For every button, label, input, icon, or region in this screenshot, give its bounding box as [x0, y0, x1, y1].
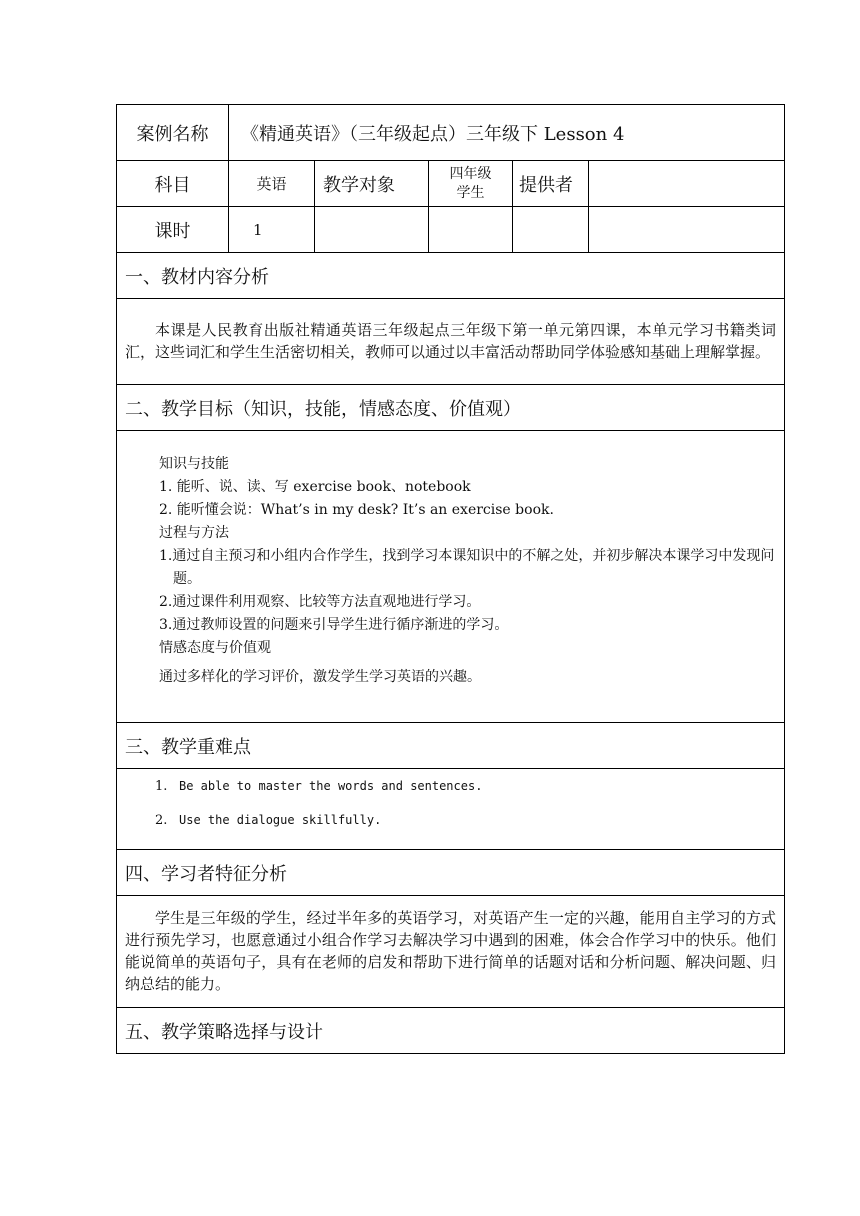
- goal-item: 2. 能听懂会说：What’s in my desk? It’s an exercise book.: [159, 502, 554, 518]
- case-name-label: 案例名称: [117, 105, 229, 161]
- section-5-title: 五、教学策略选择与设计: [117, 1008, 785, 1054]
- provider-label: 提供者: [513, 161, 589, 207]
- period-value: 1: [229, 207, 315, 253]
- goal-item: 通过多样化的学习评价，激发学生学习英语的兴趣。: [159, 669, 481, 685]
- list-item: [155, 809, 776, 843]
- subject-row: [117, 161, 785, 207]
- goal-item: 1.通过自主预习和小组内合作学生，找到学习本课知识中的不解之处，并初步解决本课学习中发现问题。: [159, 548, 775, 587]
- empty-cell-4: [589, 207, 785, 253]
- audience-value: [429, 161, 513, 207]
- goal-heading-knowledge: 知识与技能: [159, 456, 229, 472]
- section-3-body: [117, 769, 785, 850]
- goal-heading-process: 过程与方法: [159, 525, 229, 541]
- empty-cell-1: [315, 207, 429, 253]
- case-name-row: [117, 105, 785, 161]
- case-name-value: 《精通英语》（三年级起点）三年级下 Lesson 4: [229, 105, 785, 161]
- section-4-body: [117, 896, 785, 1008]
- section-2-body: [117, 431, 785, 723]
- list-text: Use the dialogue skillfully.: [179, 813, 382, 827]
- section-5-header: [117, 1008, 785, 1054]
- section-2-title: 二、教学目标（知识，技能，情感态度、价值观）: [117, 385, 785, 431]
- section-4-title: 四、学习者特征分析: [117, 850, 785, 896]
- section-2-goals: [117, 431, 785, 723]
- section-3-title: 三、教学重难点: [117, 723, 785, 769]
- audience-label: 教学对象: [315, 161, 429, 207]
- section-1-text: 本课是人民教育出版社精通英语三年级起点三年级下第一单元第四课，本单元学习书籍类词汇，这些词汇和学生生活密切相关，教师可以通过以丰富活动帮助同学体验感知基础上理解掌握。: [117, 299, 785, 385]
- list-text: Be able to master the words and sentences.: [179, 779, 483, 793]
- lesson-plan-table: [116, 104, 785, 1054]
- section-1-body: [117, 299, 785, 385]
- section-3-list: [117, 769, 785, 850]
- subject-value: 英语: [229, 161, 315, 207]
- section-1-header: [117, 253, 785, 299]
- section-1-title: 一、教材内容分析: [117, 253, 785, 299]
- provider-value: [589, 161, 785, 207]
- section-3-header: [117, 723, 785, 769]
- section-2-header: [117, 385, 785, 431]
- goal-item: 2.通过课件利用观察、比较等方法直观地进行学习。: [159, 594, 481, 610]
- list-number: 1.: [155, 779, 168, 794]
- empty-cell-3: [513, 207, 589, 253]
- subject-label: 科目: [117, 161, 229, 207]
- section-4-text: 学生是三年级的学生，经过半年多的英语学习，对英语产生一定的兴趣，能用自主学习的方式进行预先学习，也愿意通过小组合作学习去解决学习中遇到的困难，体会合作学习中的快乐。他们能说简单的英语句子，具有在老师的启发和帮助下进行简单的话题对话和分析问题、解决问题、归纳总结的能力。: [117, 896, 785, 1008]
- goal-heading-attitude: 情感态度与价值观: [159, 640, 271, 656]
- list-item: [155, 775, 776, 809]
- goal-item: 3.通过教师设置的问题来引导学生进行循序渐进的学习。: [159, 617, 509, 633]
- list-number: 2.: [155, 813, 168, 828]
- audience-value-line1: 四年级: [449, 165, 492, 182]
- period-label: 课时: [117, 207, 229, 253]
- period-row: [117, 207, 785, 253]
- goal-item: 1. 能听、说、读、写 exercise book、notebook: [159, 479, 471, 495]
- section-4-header: [117, 850, 785, 896]
- audience-value-line2: 学生: [456, 184, 485, 201]
- empty-cell-2: [429, 207, 513, 253]
